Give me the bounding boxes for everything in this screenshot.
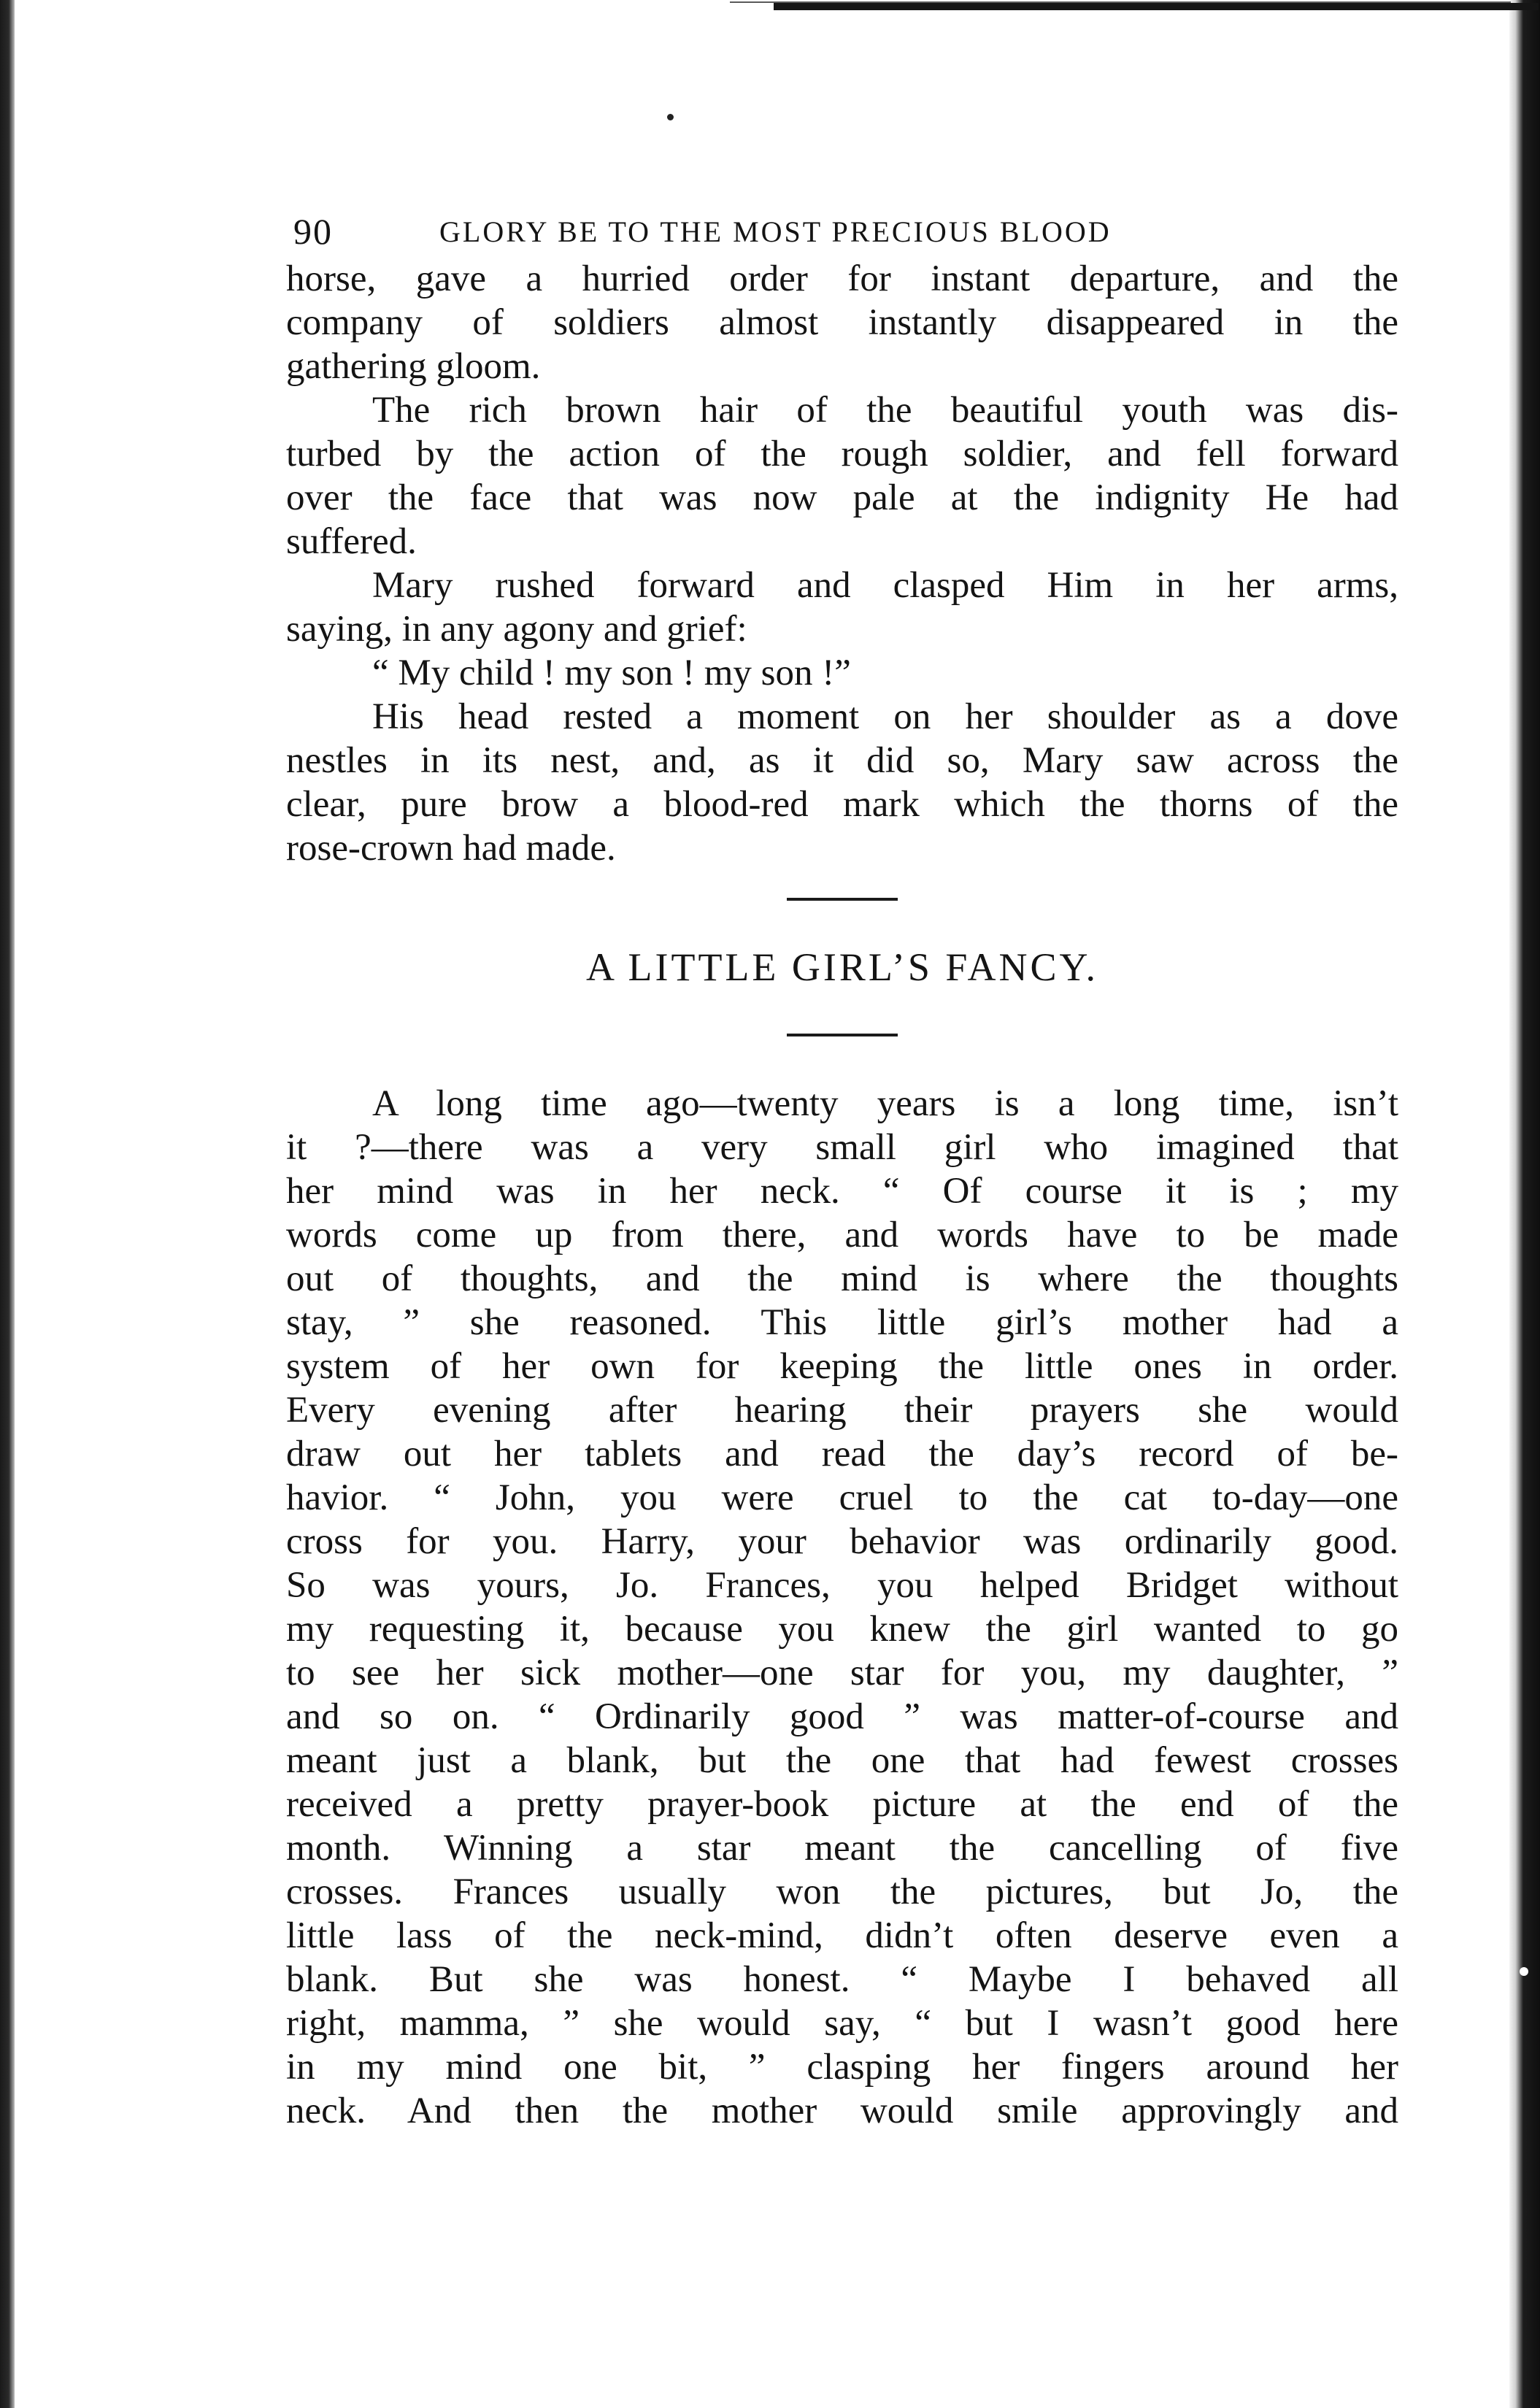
paragraph (286, 257, 1398, 388)
section-divider-top (787, 898, 898, 901)
text-line: The rich brown hair of the beautiful youth was dis- (372, 390, 1398, 431)
text-line: my requesting it, because you knew the girl wanted to go (286, 1609, 1398, 1650)
story-ending (286, 257, 1398, 870)
text-line: over the face that was now pale at the indignity He had (286, 477, 1398, 518)
text-line: His head rested a moment on her shoulder as a dove (372, 696, 1398, 737)
paragraph (286, 1082, 1398, 2133)
paragraph (286, 388, 1398, 563)
ink-speck (1520, 1967, 1528, 1976)
text-line: Mary rushed forward and clasped Him in her arms, (372, 565, 1398, 606)
text-line: draw out her tablets and read the day’s record of be- (286, 1434, 1398, 1474)
text-line: neck. And then the mother would smile approvingly and (286, 2090, 1398, 2131)
text-line: saying, in any agony and grief: (286, 609, 747, 650)
text-line: turbed by the action of the rough soldier, and fell forward (286, 434, 1398, 474)
text-line: little lass of the neck-mind, didn’t often deserve even a (286, 1915, 1398, 1956)
section-title: A LITTLE GIRL’S FANCY. (585, 945, 1099, 989)
text-line: gathering gloom. (286, 346, 541, 387)
text-line: words come up from there, and words have to be made (286, 1215, 1398, 1255)
ink-speck (667, 114, 674, 120)
text-line: to see her sick mother—one star for you, my daughter, ” (286, 1653, 1398, 1693)
page-number: 90 (293, 211, 333, 252)
text-line: month. Winning a star meant the cancelling of five (286, 1828, 1398, 1869)
text-line: havior. “ John, you were cruel to the cat to-day—one (286, 1477, 1398, 1518)
text-line: stay, ” she reasoned. This little girl’s mother had a (286, 1302, 1398, 1343)
text-line: in my mind one bit, ” clasping her fingers around her (286, 2047, 1398, 2088)
text-line: So was yours, Jo. Frances, you helped Bridget without (286, 1565, 1398, 1606)
text-line: meant just a blank, but the one that had fewest crosses (286, 1740, 1398, 1781)
running-head (286, 206, 1398, 257)
paragraph (286, 651, 1398, 695)
text-line: her mind was in her neck. “ Of course it is ; my (286, 1171, 1398, 1212)
section-body (286, 1082, 1398, 2133)
scan-left-edge (0, 0, 15, 2408)
section-divider-bottom (787, 1034, 898, 1036)
text-line: crosses. Frances usually won the pictures, but Jo, the (286, 1872, 1398, 1912)
text-line: and so on. “ Ordinarily good ” was matter-of-course and (286, 1696, 1398, 1737)
text-line: suffered. (286, 521, 417, 562)
text-line: it ?—there was a very small girl who imagined that (286, 1127, 1398, 1168)
text-line: Every evening after hearing their prayers she would (286, 1390, 1398, 1431)
text-line: horse, gave a hurried order for instant departure, and the (286, 258, 1398, 299)
text-line: A long time ago—twenty years is a long time, isn’t (372, 1083, 1398, 1124)
text-line: “ My child ! my son ! my son !” (372, 653, 851, 693)
text-line: company of soldiers almost instantly disappeared in the (286, 302, 1398, 343)
text-line: out of thoughts, and the mind is where the thoughts (286, 1258, 1398, 1299)
paragraph (286, 695, 1398, 870)
text-line: blank. But she was honest. “ Maybe I behaved all (286, 1959, 1398, 2000)
scan-top-edge (774, 3, 1539, 10)
text-line: nestles in its nest, and, as it did so, Mary saw across the (286, 740, 1398, 781)
text-line: system of her own for keeping the little ones in order. (286, 1346, 1398, 1387)
text-line: rose-crown had made. (286, 828, 616, 869)
scan-right-edge (1509, 0, 1540, 2408)
text-line: cross for you. Harry, your behavior was ordinarily good. (286, 1521, 1398, 1562)
paragraph (286, 563, 1398, 651)
running-title: GLORY BE TO THE MOST PRECIOUS BLOOD (439, 215, 1112, 248)
text-line: clear, pure brow a blood-red mark which the thorns of the (286, 784, 1398, 825)
text-line: received a pretty prayer-book picture at the end of the (286, 1784, 1398, 1825)
text-line: right, mamma, ” she would say, “ but I wasn’t good here (286, 2003, 1398, 2044)
book-page (286, 206, 1398, 2133)
